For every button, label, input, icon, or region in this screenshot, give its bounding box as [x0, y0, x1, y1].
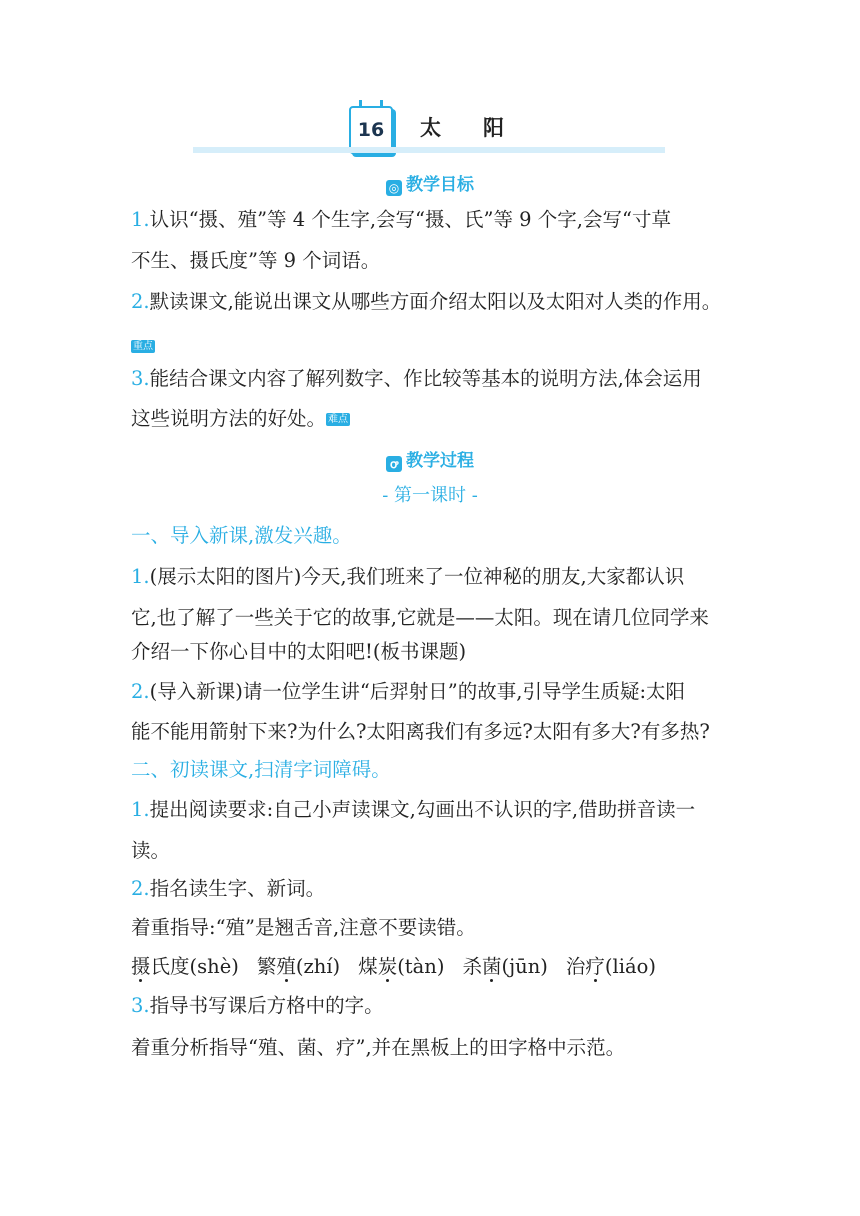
lesson-number: 16	[357, 119, 385, 141]
vocab-word: 杀菌(jūn)	[462, 955, 548, 978]
vocab-word: 治疗(liáo)	[565, 955, 656, 978]
period-label: - 第一课时 -	[382, 485, 478, 506]
calendar-rings-icon	[359, 100, 383, 108]
objective-1-line1: 1.认识“摄、殖”等 4 个生字,会写“摄、氏”等 9 个字,会写“寸草	[131, 208, 671, 231]
vocab-row	[131, 954, 656, 980]
s1-item1-line2: 它,也了解了一些关于它的故事,它就是——太阳。现在请几位同学来	[131, 606, 709, 629]
s2-guide1: 着重指导:“殖”是翘舌音,注意不要读错。	[131, 916, 476, 939]
s2-item1-line2: 读。	[131, 839, 171, 862]
vocab-word: 繁殖(zhí)	[256, 955, 341, 978]
s2-guide2: 着重分析指导“殖、菌、疗”,并在黑板上的田字格中示范。	[131, 1036, 626, 1059]
vocab-word: 摄氏度(shè)	[131, 955, 239, 978]
process-heading: ꝍ 教学过程	[0, 450, 860, 472]
objective-1-line2: 不生、摄氏度”等 9 个词语。	[131, 249, 381, 272]
s1-item1-line3: 介绍一下你心目中的太阳吧!(板书课题)	[131, 640, 467, 663]
s2-item3-line1: 3.指导书写课后方格中的字。	[131, 994, 384, 1017]
target-icon: ◎	[386, 180, 402, 196]
objective-2-line1: 2.默读课文,能说出课文从哪些方面介绍太阳以及太阳对人类的作用。	[131, 290, 722, 313]
s2-item2-line1: 2.指名读生字、新词。	[131, 877, 326, 900]
key-point-badge: 重点	[133, 341, 153, 352]
lesson-title-block	[0, 100, 860, 160]
objectives-heading: ◎ 教学目标	[0, 174, 860, 196]
section-2-title: 二、初读课文,扫清字词障碍。	[131, 758, 391, 781]
s2-item1-line1: 1.提出阅读要求:自己小声读课文,勾画出不认识的字,借助拼音读一	[131, 798, 696, 821]
objective-3-line2: 这些说明方法的好处。 难点	[131, 407, 349, 430]
section-1-title: 一、导入新课,激发兴趣。	[131, 524, 352, 547]
difficulty-badge: 难点	[328, 414, 349, 425]
vocab-word: 煤炭(tàn)	[358, 955, 445, 978]
s1-item1-line1: 1.(展示太阳的图片)今天,我们班来了一位神秘的朋友,大家都认识	[131, 565, 685, 588]
title-underline	[193, 147, 665, 153]
process-icon: ꝍ	[386, 456, 402, 472]
s1-item2-line1: 2.(导入新课)请一位学生讲“后羿射日”的故事,引导学生质疑:太阳	[131, 680, 686, 703]
s1-item2-line2: 能不能用箭射下来?为什么?太阳离我们有多远?太阳有多大?有多热?	[131, 720, 710, 743]
lesson-title: 太 阳	[420, 116, 504, 140]
objective-3-line1: 3.能结合课文内容了解列数字、作比较等基本的说明方法,体会运用	[131, 367, 702, 390]
